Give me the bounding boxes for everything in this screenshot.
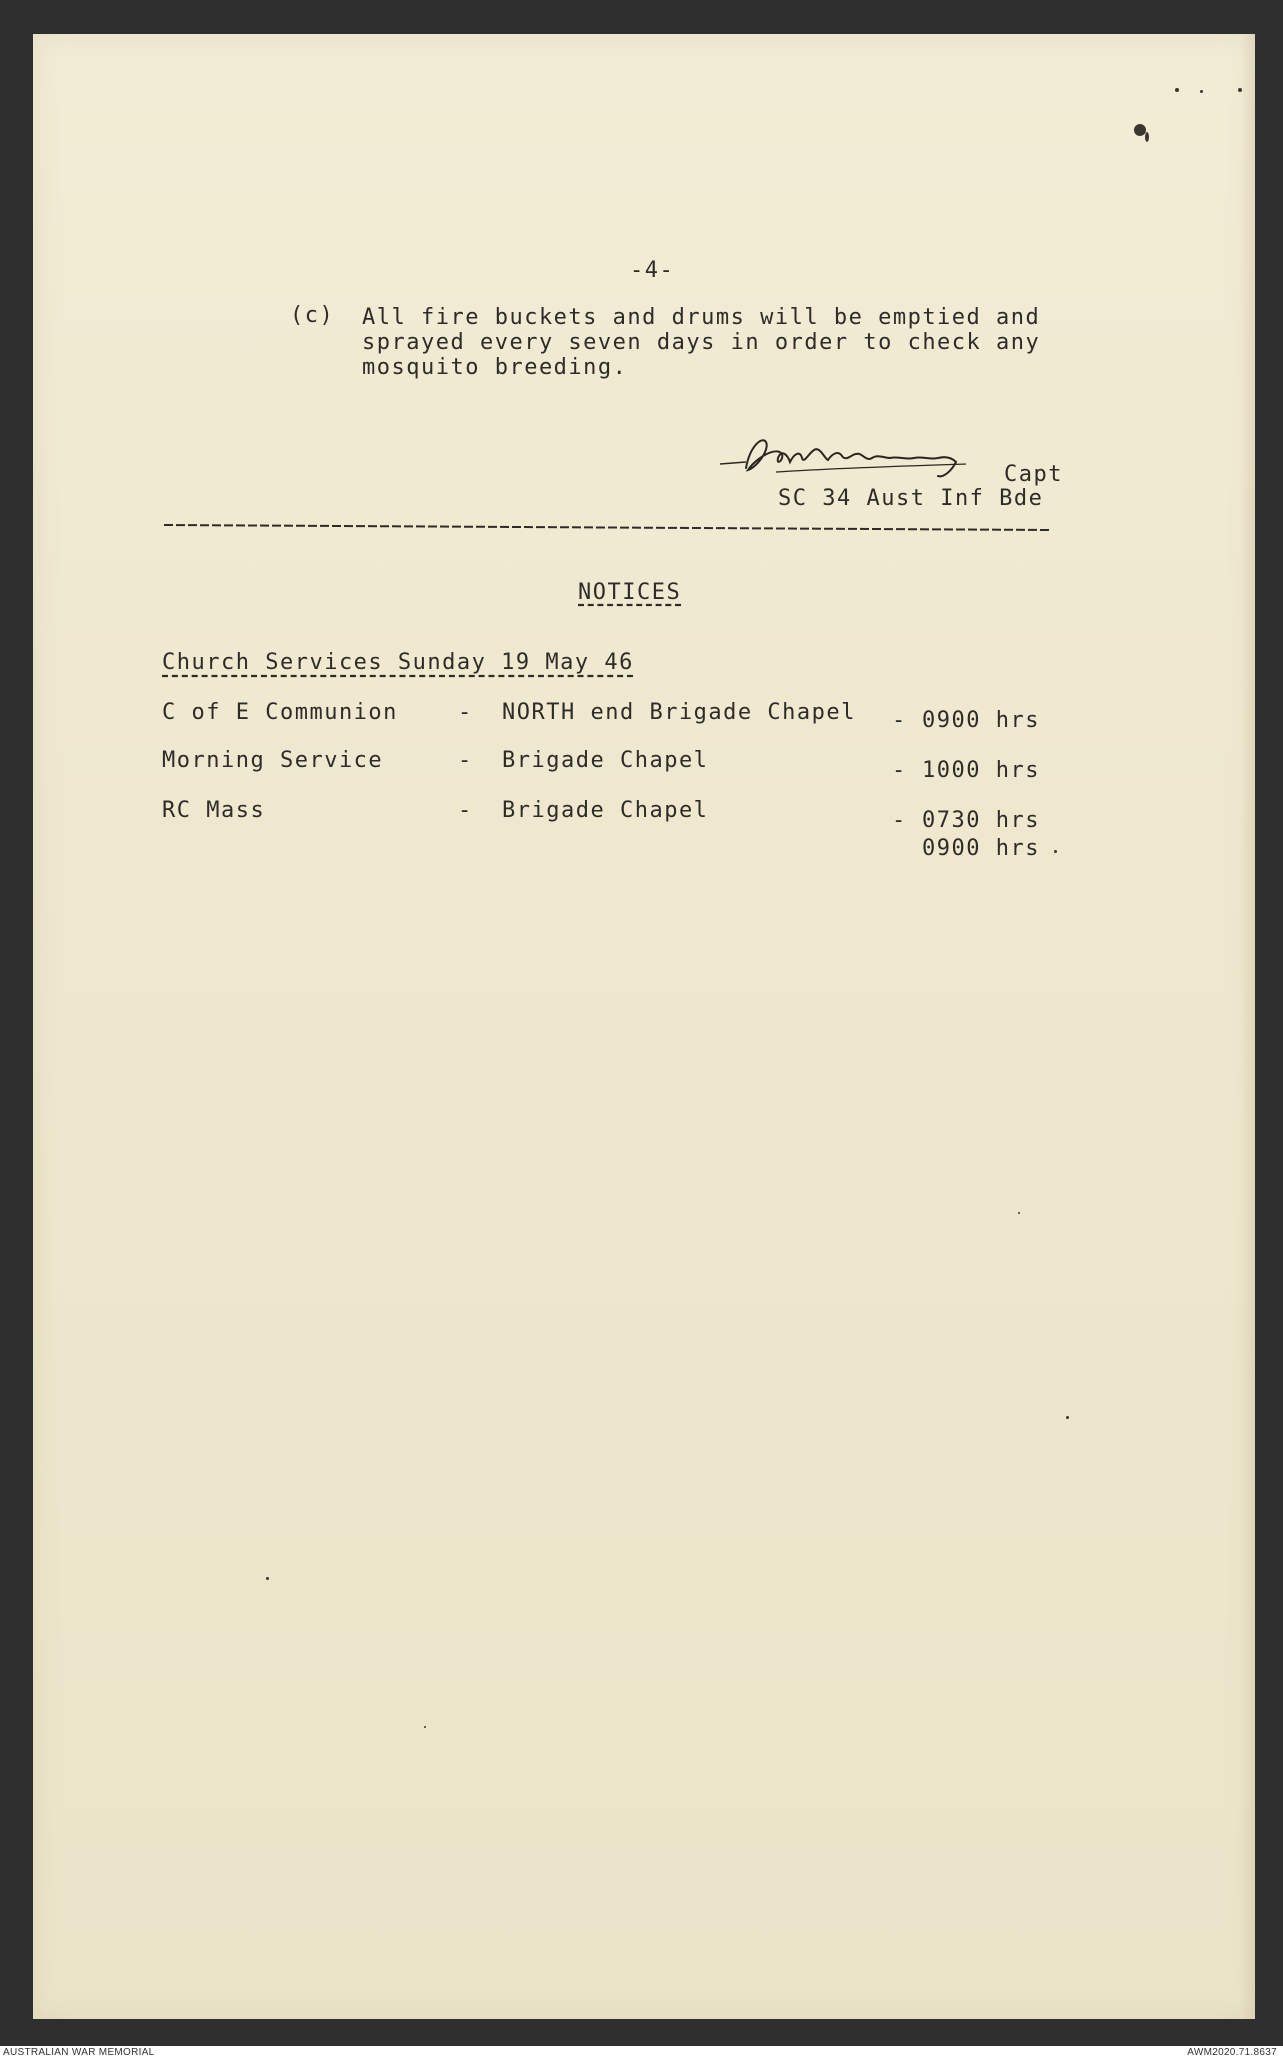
paragraph-line: mosquito breeding. <box>362 355 628 380</box>
paper-speck <box>1200 90 1203 93</box>
notices-heading: NOTICES <box>578 580 682 605</box>
services-heading: Church Services Sunday 19 May 46 <box>162 650 634 675</box>
paragraph-line: sprayed every seven days in order to check any <box>362 330 1041 355</box>
footer-accession-number: AWM2020.71.8637 <box>1187 2047 1277 2058</box>
handwritten-signature <box>716 428 1016 488</box>
service-separator: - <box>458 748 473 773</box>
service-time: 0730 hrs <box>922 808 1040 833</box>
service-time: 1000 hrs <box>922 758 1040 783</box>
page-number: -4- <box>630 258 675 283</box>
signature-rank: Capt <box>1004 462 1063 487</box>
signature-unit: SC 34 Aust Inf Bde <box>778 486 1044 511</box>
paper-speck <box>1054 850 1057 853</box>
paper-speck <box>1018 1212 1020 1214</box>
service-place: Brigade Chapel <box>502 798 709 823</box>
service-place: Brigade Chapel <box>502 748 709 773</box>
service-name: C of E Communion <box>162 700 398 725</box>
footer-bar <box>0 2046 1283 2061</box>
service-time-secondary: 0900 hrs <box>922 836 1040 861</box>
service-separator: - <box>458 700 473 725</box>
dashed-separator <box>164 522 1050 532</box>
service-separator: - <box>892 808 907 833</box>
service-separator: - <box>892 708 907 733</box>
service-name: RC Mass <box>162 798 266 823</box>
paper-speck <box>1066 1416 1069 1419</box>
service-place: NORTH end Brigade Chapel <box>502 700 856 725</box>
service-separator: - <box>892 758 907 783</box>
service-name: Morning Service <box>162 748 384 773</box>
paper-speck <box>266 1577 269 1580</box>
paper-speck <box>1145 132 1149 142</box>
paragraph-line: All fire buckets and drums will be emptied and <box>362 305 1041 330</box>
paper-speck <box>1175 88 1179 92</box>
service-separator: - <box>458 798 473 823</box>
paper-speck <box>424 1726 426 1728</box>
footer-credit: AUSTRALIAN WAR MEMORIAL <box>3 2047 155 2058</box>
paper-edge <box>1241 34 1255 2019</box>
paper-speck <box>1238 88 1242 92</box>
paragraph-label: (c) <box>290 303 335 328</box>
service-time: 0900 hrs <box>922 708 1040 733</box>
